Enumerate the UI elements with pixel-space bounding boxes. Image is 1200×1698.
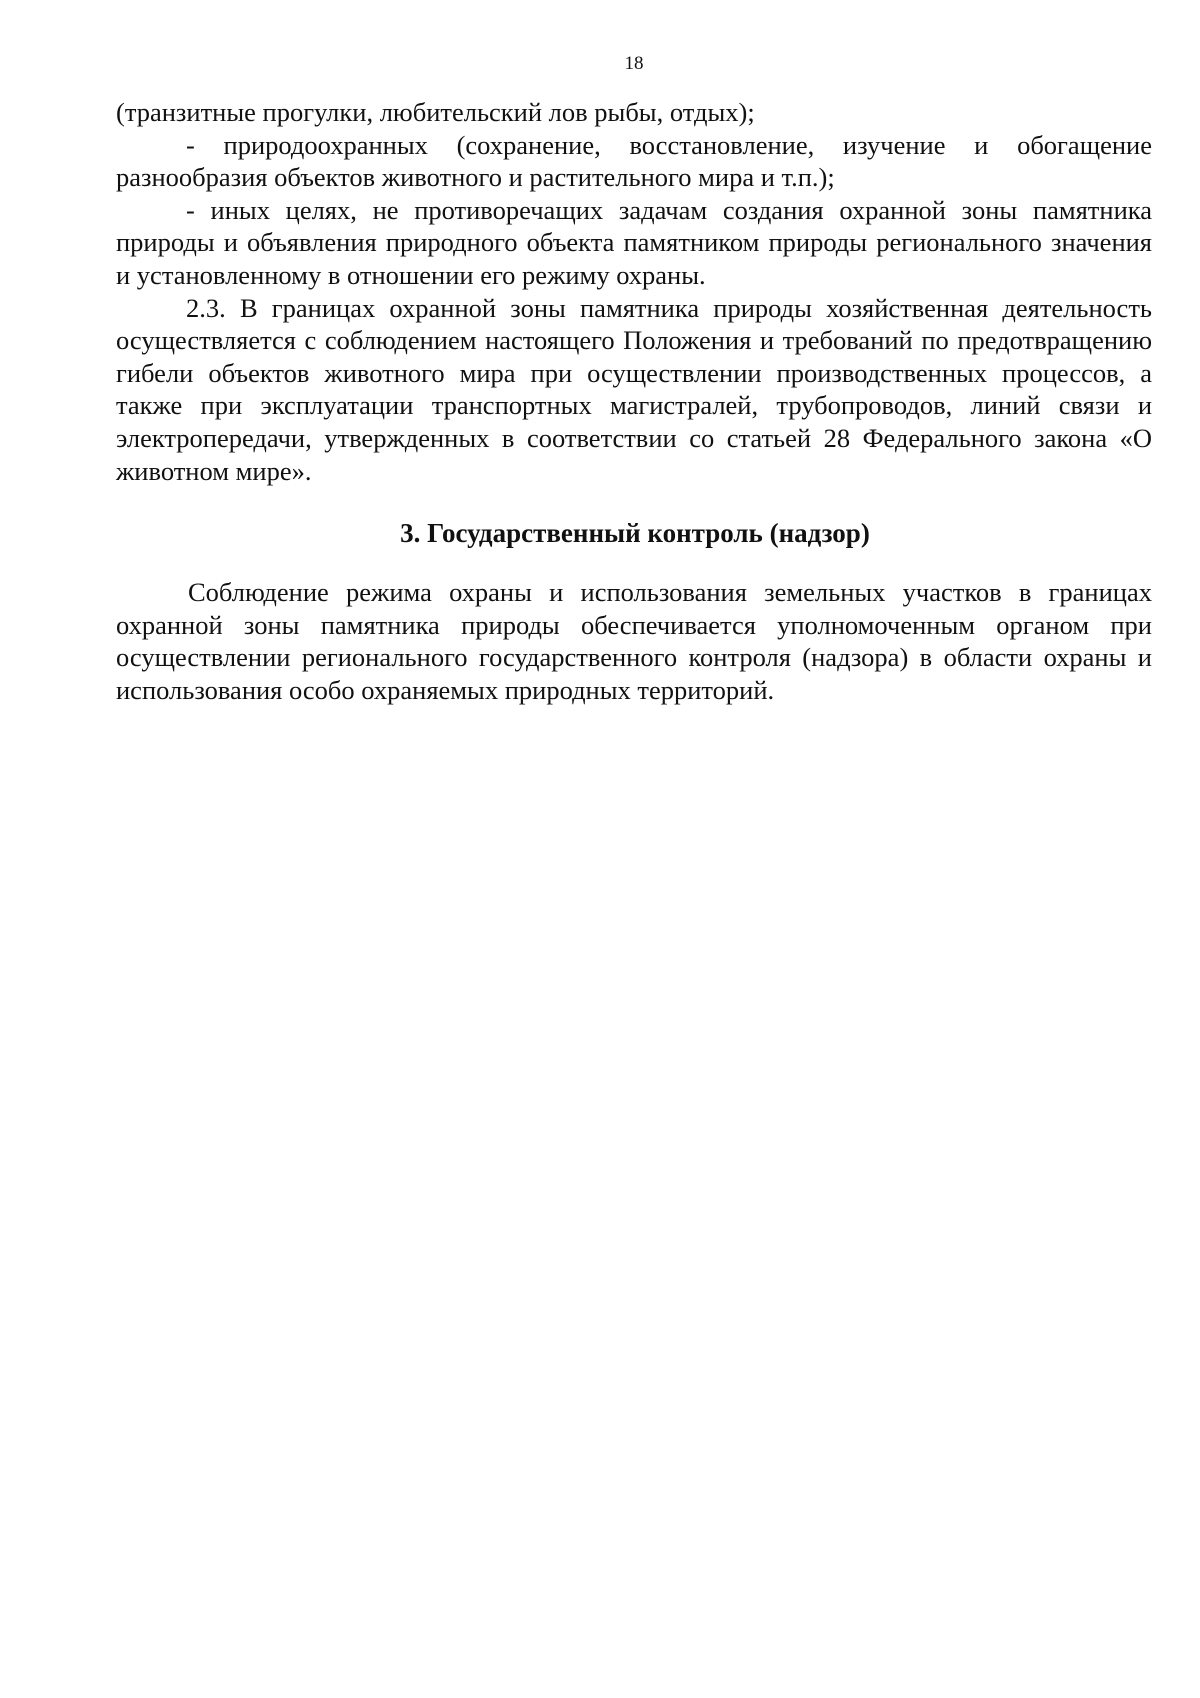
paragraph-continuation: (транзитные прогулки, любительский лов рыбы, отдых); <box>116 97 755 127</box>
document-body <box>116 96 1152 707</box>
section-3 <box>116 517 1152 706</box>
list-item-other-purposes: - иных целях, не противоречащих задачам создания охранной зоны памятника природы и объявления природного объекта памятником природы регионального значения и установленному в отношении его режиму охраны. <box>116 194 1152 290</box>
clause-2-3: 2.3. В границах охранной зоны памятника природы хозяйственная деятельность осуществляется с соблюдением настоящего Положения и требований по предотвращению гибели объектов животного мира при осуществлении производственных процессов, а также при эксплуатации транспортных магистралей, трубопроводов, линий связи и электропередачи, утвержденных в соответствии со статьей 28 Федерального закона «О животном мире». <box>116 292 1152 486</box>
section-heading: 3. Государственный контроль (надзор) <box>400 518 870 549</box>
section-3-paragraph: Соблюдение режима охраны и использования земельных участков в границах охранной зоны памятника природы обеспечивается уполномоченным органом при осуществлении регионального государственного контроля (надзора) в области охраны и использования особо охраняемых природных территорий. <box>116 577 1152 705</box>
list-item-nature-protection: - природоохранных (сохранение, восстановление, изучение и обогащение разнообразия объектов животного и растительного мира и т.п.); <box>116 129 1152 193</box>
page-number: 18 <box>624 53 644 74</box>
